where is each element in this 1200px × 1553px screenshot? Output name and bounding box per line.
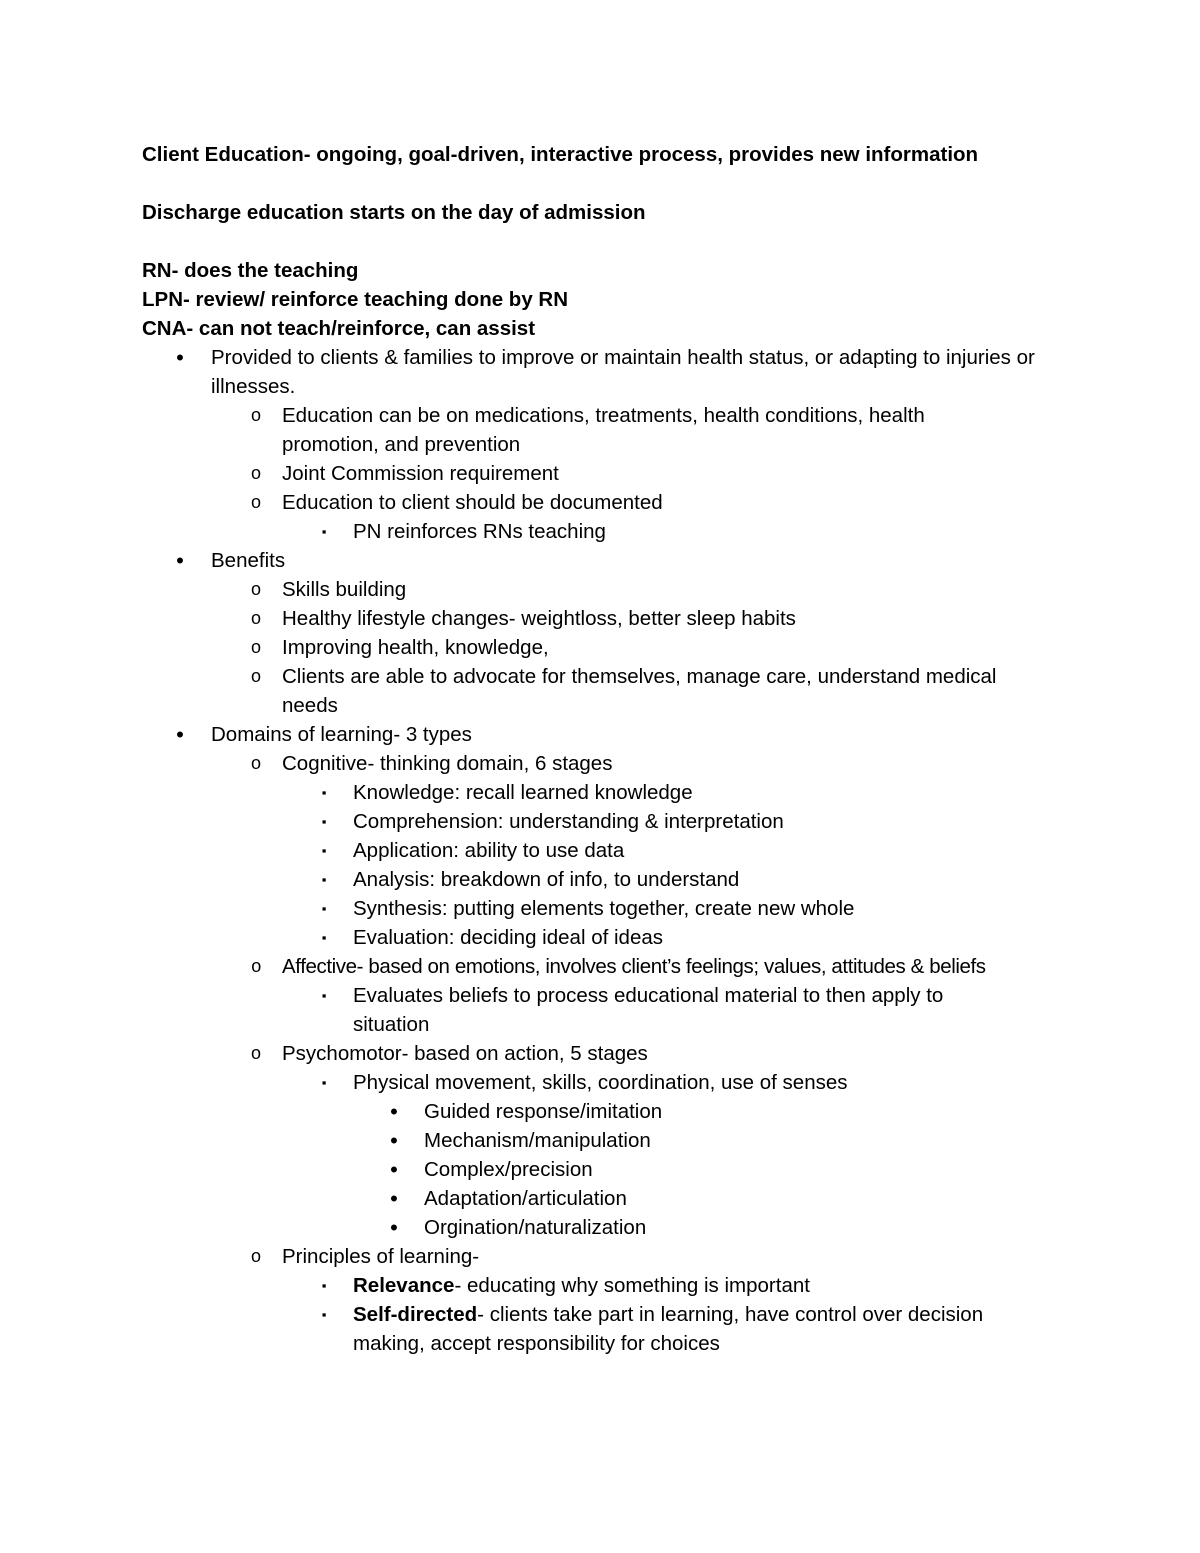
list-item: [142, 1184, 1082, 1213]
list-item: [142, 517, 1082, 546]
list-item-text: - clients take part in learning, have control over decision making, accept responsibility for choices: [353, 1303, 984, 1355]
square-bullet-icon: ▪: [321, 930, 327, 945]
list-item: [142, 894, 1082, 923]
list-item-text: Affective- based on emotions, involves client’s feelings; values, attitudes & beliefs: [282, 955, 986, 978]
list-item: [142, 749, 1082, 778]
circle-bullet-icon: o: [250, 1246, 261, 1266]
circle-bullet-icon: o: [251, 956, 261, 976]
square-bullet-icon: ▪: [321, 901, 327, 916]
circle-bullet-icon: o: [250, 405, 261, 425]
square-bullet-icon: ▪: [321, 524, 327, 539]
spacer: [142, 169, 1082, 198]
list-item: [142, 1242, 1082, 1271]
list-item: [142, 981, 1082, 1039]
list-item: [142, 865, 1082, 894]
heading-lpn: LPN- review/ reinforce teaching done by RN: [142, 288, 569, 311]
circle-bullet-icon: o: [250, 608, 261, 628]
list-item: [142, 1213, 1082, 1242]
bullet-icon: •: [390, 1215, 398, 1240]
list-item-text: Mechanism/manipulation: [424, 1129, 651, 1152]
heading-rn: RN- does the teaching: [142, 259, 359, 282]
bullet-icon: •: [390, 1157, 398, 1182]
circle-bullet-icon: o: [250, 1043, 261, 1063]
list-item: [142, 604, 1082, 633]
bullet-icon: •: [390, 1186, 398, 1211]
list-item-text: Provided to clients & families to improve or maintain health status, or adapting to injuries or illnesses.: [211, 346, 1035, 398]
heading-discharge: Discharge education starts on the day of admission: [142, 201, 646, 224]
list-item: [142, 662, 1082, 720]
list-item: [142, 778, 1082, 807]
document-page: [142, 140, 1082, 1358]
list-item: [142, 459, 1082, 488]
list-item-text: Knowledge: recall learned knowledge: [353, 781, 693, 804]
circle-bullet-icon: o: [250, 579, 261, 599]
list-item: [142, 1126, 1082, 1155]
list-item-text: Adaptation/articulation: [424, 1187, 627, 1210]
list-item-text: Education can be on medications, treatments, health conditions, health promotion, and prevention: [282, 404, 925, 456]
heading-cna: CNA- can not teach/reinforce, can assist: [142, 317, 536, 340]
list-item: [142, 720, 1082, 749]
square-bullet-icon: ▪: [321, 1307, 327, 1322]
circle-bullet-icon: o: [250, 492, 261, 512]
bullet-icon: •: [176, 345, 184, 370]
list-item: [142, 836, 1082, 865]
list-item-text: Skills building: [282, 578, 407, 601]
list-item-text: Comprehension: understanding & interpretation: [353, 810, 784, 833]
list-item: [142, 546, 1082, 575]
square-bullet-icon: ▪: [321, 843, 327, 858]
list-item-text: Physical movement, skills, coordination, use of senses: [353, 1071, 848, 1094]
list-item: [142, 807, 1082, 836]
list-item: [142, 1271, 1082, 1300]
list-item-text: Joint Commission requirement: [282, 462, 559, 485]
list-item-text: Cognitive- thinking domain, 6 stages: [282, 752, 613, 775]
heading-client-education: Client Education- ongoing, goal-driven, interactive process, provides new information: [142, 143, 979, 166]
list-item: [142, 952, 1082, 981]
list-item-text: Evaluates beliefs to process educational material to then apply to situation: [353, 984, 944, 1036]
bullet-icon: •: [390, 1099, 398, 1124]
list-item-text: PN reinforces RNs teaching: [353, 520, 606, 543]
self-directed-term: Self-directed: [353, 1303, 478, 1326]
list-item-text: Application: ability to use data: [353, 839, 625, 862]
square-bullet-icon: ▪: [321, 814, 327, 829]
square-bullet-icon: ▪: [321, 988, 327, 1003]
circle-bullet-icon: o: [250, 666, 261, 686]
square-bullet-icon: ▪: [321, 1278, 327, 1293]
bullet-icon: •: [390, 1128, 398, 1153]
list-item-text: Psychomotor- based on action, 5 stages: [282, 1042, 648, 1065]
list-item: [142, 1068, 1082, 1097]
list-item: [142, 923, 1082, 952]
bullet-icon: •: [176, 548, 184, 573]
list-item-text: Benefits: [211, 549, 286, 572]
list-item-text: Healthy lifestyle changes- weightloss, better sleep habits: [282, 607, 796, 630]
list-item-text: Analysis: breakdown of info, to understand: [353, 868, 740, 891]
square-bullet-icon: ▪: [321, 785, 327, 800]
list-item: [142, 633, 1082, 662]
list-item: [142, 343, 1082, 401]
list-item-text: Synthesis: putting elements together, create new whole: [353, 897, 855, 920]
list-item: [142, 1039, 1082, 1068]
list-item: [142, 1097, 1082, 1126]
list-item: [142, 575, 1082, 604]
list-item-text: Orgination/naturalization: [424, 1216, 647, 1239]
spacer: [142, 227, 1082, 256]
list-item-text: Clients are able to advocate for themselves, manage care, understand medical needs: [282, 665, 997, 717]
circle-bullet-icon: o: [250, 463, 261, 483]
list-item-text: - educating why something is important: [454, 1274, 810, 1297]
square-bullet-icon: ▪: [321, 872, 327, 887]
list-item-text: Improving health, knowledge,: [282, 636, 549, 659]
circle-bullet-icon: o: [250, 637, 261, 657]
list-item-text: Principles of learning-: [282, 1245, 480, 1268]
list-item: [142, 401, 1082, 459]
list-item-text: Complex/precision: [424, 1158, 593, 1181]
relevance-term: Relevance: [353, 1274, 455, 1297]
list-item: [142, 1300, 1082, 1358]
list-item: [142, 488, 1082, 517]
square-bullet-icon: ▪: [321, 1075, 327, 1090]
circle-bullet-icon: o: [250, 753, 261, 773]
list-item-text: Domains of learning- 3 types: [211, 723, 472, 746]
list-item-text: Education to client should be documented: [282, 491, 663, 514]
bullet-icon: •: [176, 722, 184, 747]
list-item: [142, 1155, 1082, 1184]
list-item-text: Evaluation: deciding ideal of ideas: [353, 926, 663, 949]
list-item-text: Guided response/imitation: [424, 1100, 663, 1123]
